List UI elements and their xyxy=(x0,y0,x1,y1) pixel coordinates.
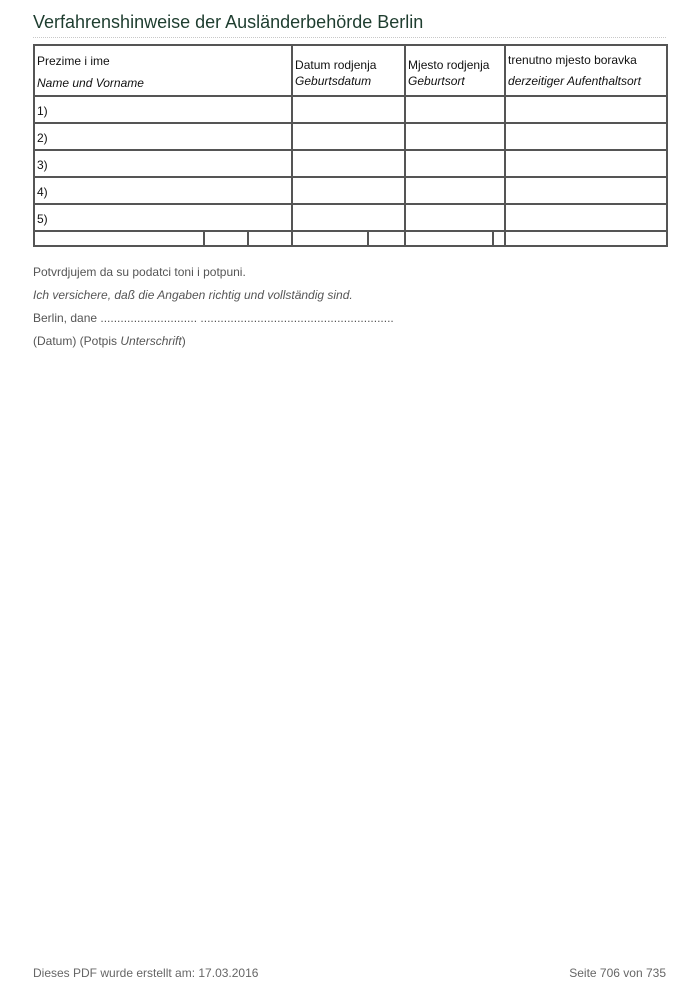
header-name: Prezime i ime Name und Vorname xyxy=(34,45,292,96)
spacer-cell xyxy=(292,231,368,246)
residence-cell[interactable] xyxy=(505,96,667,123)
header-residence: trenutno mjesto boravka derzeitiger Aufenthaltsort xyxy=(505,45,667,96)
birth-place-cell[interactable] xyxy=(405,204,505,231)
birth-place-cell[interactable] xyxy=(405,123,505,150)
birth-date-cell[interactable] xyxy=(292,123,405,150)
birth-place-cell[interactable] xyxy=(405,150,505,177)
spacer-cell xyxy=(248,231,292,246)
declaration-bosnian: Potvrdjujem da su podatci toni i potpuni. xyxy=(33,265,246,279)
signature-caption: (Datum) (Potpis Unterschrift) xyxy=(33,334,186,348)
birth-date-cell[interactable] xyxy=(292,150,405,177)
spacer-cell xyxy=(204,231,248,246)
spacer-cell xyxy=(368,231,405,246)
page-title: Verfahrenshinweise der Ausländerbehörde Berlin xyxy=(33,12,424,32)
birth-place-cell[interactable] xyxy=(405,177,505,204)
place-date-line: Berlin, dane ............................. .......................................................... xyxy=(33,311,394,325)
name-cell[interactable]: 2) xyxy=(34,123,292,150)
birth-date-cell[interactable] xyxy=(292,204,405,231)
table-header-row xyxy=(34,45,667,96)
spacer-cell xyxy=(505,231,667,246)
spacer-cell xyxy=(34,231,204,246)
footer-page-number: Seite 706 von 735 xyxy=(569,966,666,980)
footer-created-date: Dieses PDF wurde erstellt am: 17.03.2016 xyxy=(33,966,259,980)
residence-cell[interactable] xyxy=(505,204,667,231)
name-cell[interactable]: 3) xyxy=(34,150,292,177)
header-birth-date: Datum rodjenja Geburtsdatum xyxy=(292,45,405,96)
header-birth-place: Mjesto rodjenja Geburtsort xyxy=(405,45,505,96)
table-row xyxy=(34,123,667,150)
name-cell[interactable]: 5) xyxy=(34,204,292,231)
name-cell[interactable]: 1) xyxy=(34,96,292,123)
spacer-cell xyxy=(405,231,493,246)
person-data-table xyxy=(33,44,668,247)
table-spacer-row xyxy=(34,231,667,246)
declaration-german: Ich versichere, daß die Angaben richtig und vollständig sind. xyxy=(33,288,353,302)
table-row xyxy=(34,204,667,231)
title-divider xyxy=(33,37,666,38)
residence-cell[interactable] xyxy=(505,123,667,150)
residence-cell[interactable] xyxy=(505,177,667,204)
table-row xyxy=(34,177,667,204)
birth-date-cell[interactable] xyxy=(292,177,405,204)
name-cell[interactable]: 4) xyxy=(34,177,292,204)
table-row xyxy=(34,96,667,123)
birth-place-cell[interactable] xyxy=(405,96,505,123)
birth-date-cell[interactable] xyxy=(292,96,405,123)
residence-cell[interactable] xyxy=(505,150,667,177)
table-row xyxy=(34,150,667,177)
spacer-cell xyxy=(493,231,505,246)
